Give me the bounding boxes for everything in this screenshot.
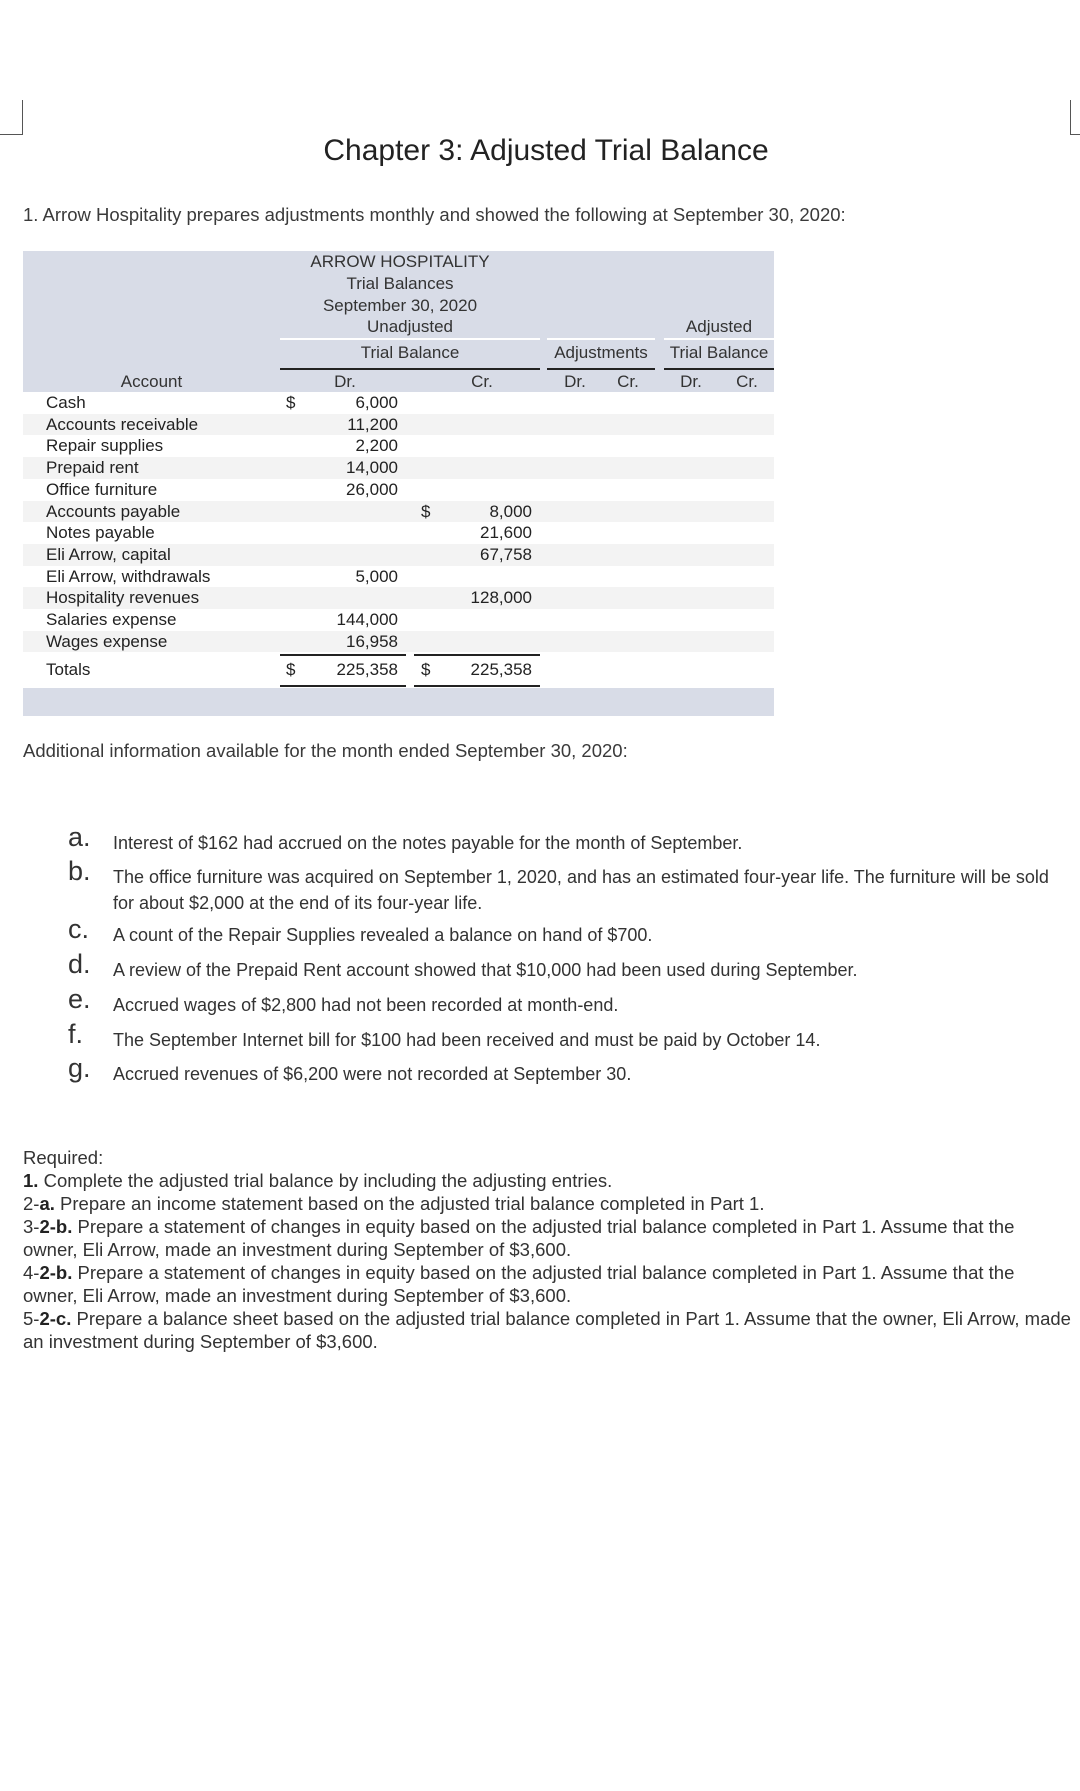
- dr-value: 5,000: [355, 566, 398, 586]
- required-section: [23, 1146, 1073, 1353]
- page-title: Chapter 3: Adjusted Trial Balance: [323, 134, 769, 167]
- item-letter: d.: [68, 949, 91, 979]
- item-text: Accrued revenues of $6,200 were not recorded at September 30.: [113, 1064, 632, 1084]
- dr-value: 2,200: [355, 436, 398, 456]
- total-rule: [280, 654, 406, 656]
- account-name: Eli Arrow, withdrawals: [46, 566, 211, 586]
- dr-value: 6,000: [355, 393, 398, 412]
- account-name: Wages expense: [46, 631, 168, 651]
- item-text: A count of the Repair Supplies revealed a balance on hand of $700.: [113, 925, 653, 945]
- total-rule: [414, 654, 540, 656]
- dr-value: 144,000: [336, 610, 398, 629]
- unadjusted-cr-header: Cr.: [471, 372, 493, 391]
- part-number: a.: [39, 1193, 55, 1214]
- item-letter: g.: [68, 1053, 91, 1083]
- header-divider: [547, 338, 655, 340]
- dr-value: 16,958: [346, 631, 398, 651]
- page-corner-mark-left: [0, 100, 23, 135]
- account-name: Accounts payable: [46, 501, 181, 521]
- adjusted-header: Adjusted: [685, 317, 753, 336]
- table-footer-band: [23, 688, 774, 716]
- total-double-rule: [280, 685, 406, 687]
- required-part: [23, 1261, 1073, 1307]
- unadjusted-header: Unadjusted: [366, 317, 453, 336]
- account-column-header: Account: [120, 372, 183, 391]
- adjusted-trial-balance-header: Trial Balance: [669, 343, 769, 362]
- table-row: [23, 522, 774, 544]
- part-text: Complete the adjusted trial balance by including the adjusting entries.: [38, 1170, 613, 1191]
- header-rule: [280, 368, 540, 370]
- account-name: Accounts receivable: [46, 414, 199, 434]
- part-prefix: 4-: [23, 1262, 40, 1283]
- part-text: Prepare a statement of changes in equity based on the adjusted trial balance completed in Part 1. Assume that the owner, Eli Arrow, made an investment during September of $3,600.: [23, 1216, 1015, 1260]
- totals-label: Totals: [46, 660, 91, 679]
- unadjusted-dr-header: Dr.: [334, 372, 356, 391]
- item-letter: c.: [68, 914, 90, 944]
- cr-sign: $: [421, 501, 431, 521]
- table-row: [23, 435, 774, 457]
- item-text: Accrued wages of $2,800 had not been recorded at month-end.: [113, 995, 619, 1015]
- total-double-rule: [414, 685, 540, 687]
- required-part: [23, 1169, 1073, 1192]
- dr-sign: $: [286, 393, 296, 412]
- part-text: Prepare an income statement based on the adjusted trial balance completed in Part 1.: [54, 1193, 765, 1214]
- dr-value: 26,000: [346, 479, 398, 499]
- item-text: Interest of $162 had accrued on the notes payable for the month of September.: [113, 833, 743, 853]
- cr-value: 21,600: [480, 523, 532, 543]
- adjustments-dr-header: Dr.: [564, 372, 586, 391]
- required-heading: Required:: [23, 1147, 104, 1168]
- account-name: Eli Arrow, capital: [46, 544, 171, 564]
- table-row: [23, 501, 774, 523]
- table-subtitle: Trial Balances: [346, 274, 454, 293]
- trial-balance-header: Trial Balance: [360, 343, 460, 362]
- part-number: 2-b.: [39, 1216, 73, 1237]
- item-text: The September Internet bill for $100 had been received and must be paid by October 14.: [113, 1030, 821, 1050]
- totals-row: [23, 659, 774, 681]
- adjusted-cr-header: Cr.: [736, 372, 758, 391]
- cr-value: 128,000: [470, 588, 532, 608]
- part-number: 2-c.: [39, 1308, 72, 1329]
- header-rule: [664, 368, 774, 370]
- totals-cr: 225,358: [470, 660, 532, 679]
- cr-value: 67,758: [480, 544, 532, 564]
- header-rule: [547, 368, 655, 370]
- table-date: September 30, 2020: [322, 296, 478, 315]
- table-row: [23, 587, 774, 609]
- table-row: [23, 414, 774, 436]
- item-letter: e.: [68, 984, 91, 1014]
- account-name: Hospitality revenues: [46, 588, 200, 608]
- table-row: [23, 392, 774, 414]
- header-divider: [280, 338, 540, 340]
- table-row: [23, 609, 774, 631]
- account-name: Repair supplies: [46, 436, 164, 456]
- part-number: 1.: [23, 1170, 39, 1191]
- part-text: Prepare a statement of changes in equity based on the adjusted trial balance completed in Part 1. Assume that the owner, Eli Arrow, made an investment during September of $3,600.: [23, 1262, 1015, 1306]
- part-prefix: 2-: [23, 1193, 40, 1214]
- table-row: [23, 566, 774, 588]
- required-part: [23, 1307, 1073, 1353]
- table-row: [23, 631, 774, 653]
- item-text: A review of the Prepaid Rent account showed that $10,000 had been used during September.: [113, 960, 858, 980]
- dr-value: 14,000: [346, 458, 398, 478]
- company-name: ARROW HOSPITALITY: [310, 252, 490, 271]
- account-name: Notes payable: [46, 523, 155, 543]
- required-part: [23, 1215, 1073, 1261]
- adjustments-cr-header: Cr.: [617, 372, 639, 391]
- part-prefix: 5-: [23, 1308, 40, 1329]
- table-row: [23, 479, 774, 501]
- additional-info-heading: Additional information available for the month ended September 30, 2020:: [23, 740, 628, 761]
- totals-dr-sign: $: [286, 660, 296, 679]
- account-name: Cash: [46, 393, 86, 412]
- dr-value: 11,200: [347, 414, 398, 434]
- adjustments-header: Adjustments: [554, 343, 648, 362]
- page-corner-mark-right: [1070, 100, 1080, 135]
- account-name: Salaries expense: [46, 610, 177, 629]
- table-row: [23, 457, 774, 479]
- totals-cr-sign: $: [421, 660, 431, 679]
- cr-value: 8,000: [489, 501, 532, 521]
- part-text: Prepare a balance sheet based on the adjusted trial balance completed in Part 1. Assume that the owner, Eli Arrow, made an investment during September of $3,600.: [23, 1308, 1071, 1352]
- part-number: 2-b.: [39, 1262, 73, 1283]
- intro-text: 1. Arrow Hospitality prepares adjustments monthly and showed the following at September 30, 2020:: [23, 204, 846, 225]
- part-prefix: 3-: [23, 1216, 40, 1237]
- adjusted-dr-header: Dr.: [680, 372, 702, 391]
- required-part: [23, 1192, 1073, 1215]
- account-name: Office furniture: [46, 479, 158, 499]
- table-row: [23, 544, 774, 566]
- item-letter: f.: [68, 1019, 84, 1049]
- header-divider: [664, 338, 774, 340]
- item-letter: b.: [68, 856, 91, 886]
- item-letter: a.: [68, 822, 91, 852]
- totals-dr: 225,358: [336, 660, 398, 679]
- account-name: Prepaid rent: [46, 458, 139, 478]
- item-text: The office furniture was acquired on September 1, 2020, and has an estimated four-year life. The furniture will be sold for about $2,000 at the end of its four-year life.: [113, 867, 1049, 913]
